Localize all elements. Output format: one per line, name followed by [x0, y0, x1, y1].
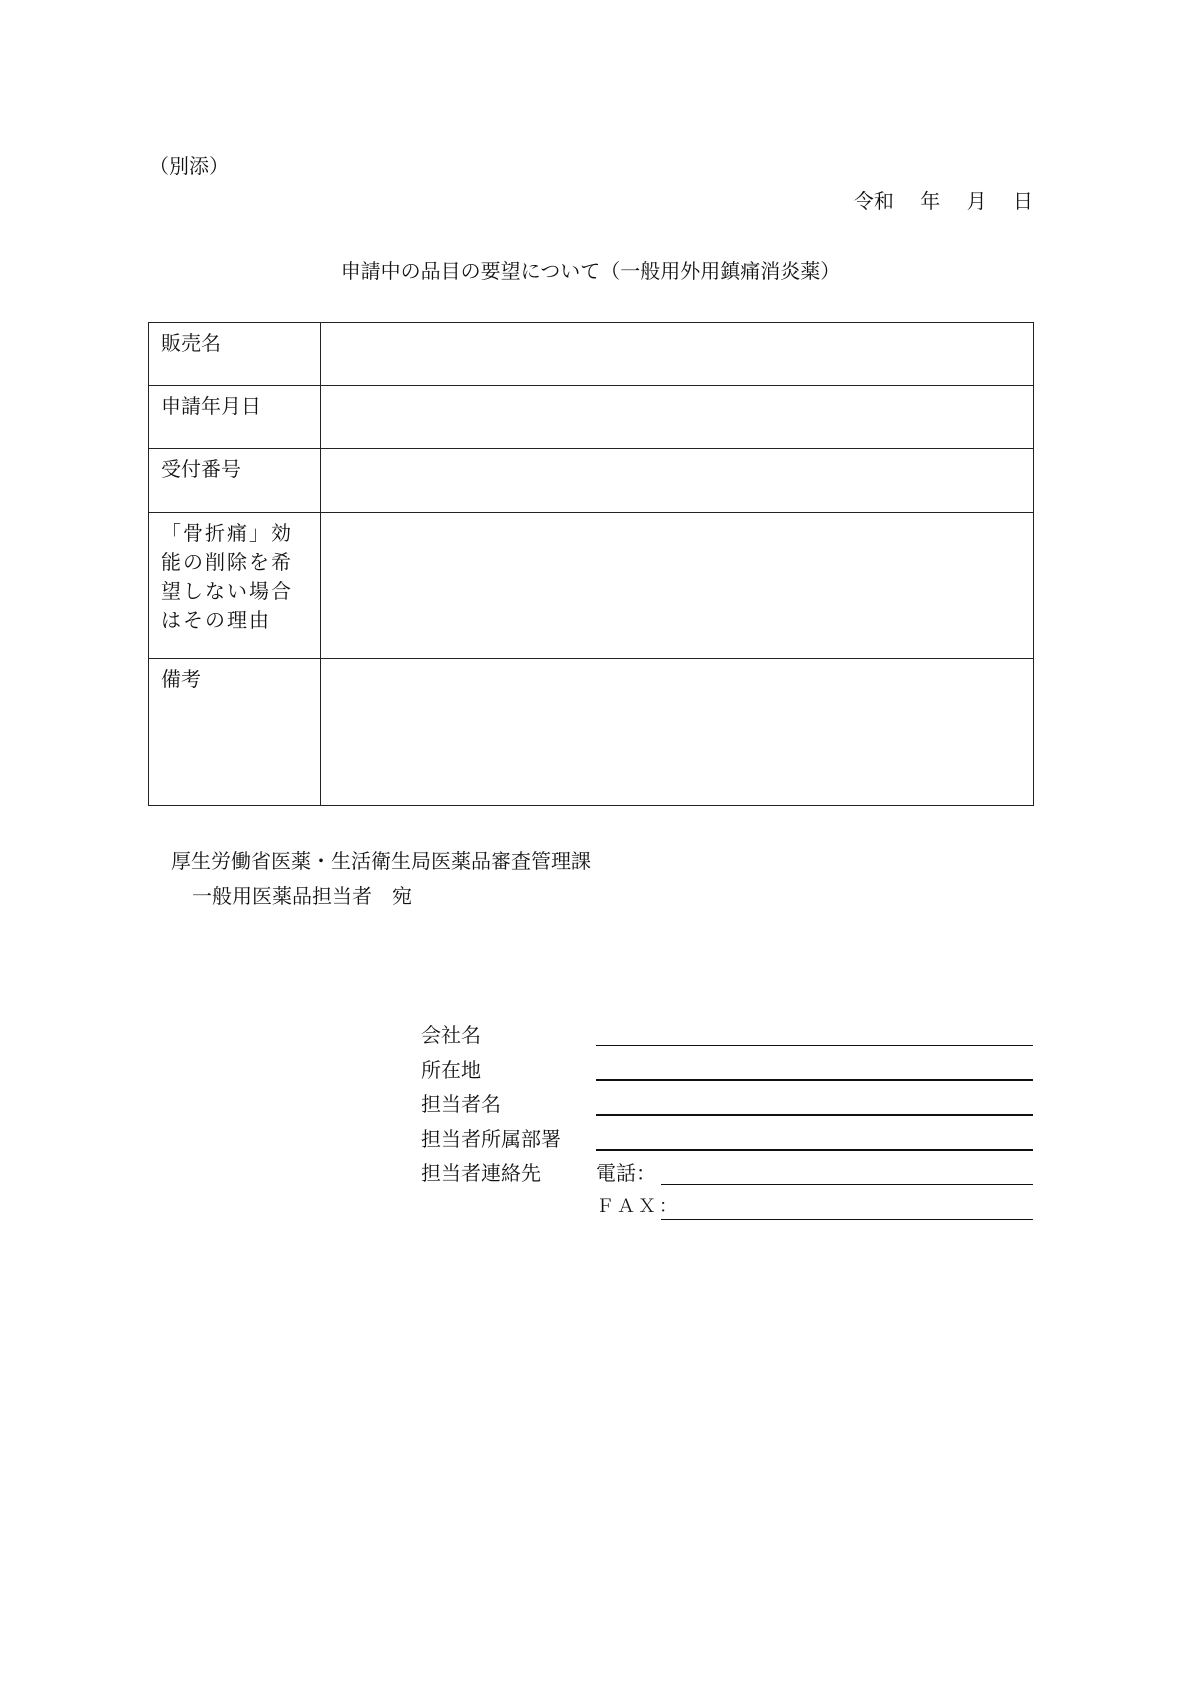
addressee-line1: 厚生労働省医薬・生活衛生局医薬品審査管理課: [171, 849, 591, 873]
table-row: [149, 513, 1034, 659]
row-label-remarks: 備考: [149, 659, 321, 806]
phone-field[interactable]: [661, 1184, 1033, 1185]
row-label-product-name: 販売名: [149, 323, 321, 386]
row-label-reason: 「骨折痛」効能の削除を希望しない場合はその理由: [149, 513, 321, 659]
fax-label: ＦＡＸ：: [596, 1196, 680, 1217]
address-field[interactable]: [596, 1079, 1033, 1081]
request-table: [148, 322, 1034, 806]
table-row: [149, 659, 1034, 806]
row-label-receipt-number: 受付番号: [149, 449, 321, 513]
row-label-application-date: 申請年月日: [149, 386, 321, 449]
table-row: [149, 386, 1034, 449]
company-label: 会社名: [421, 1023, 481, 1047]
reason-field[interactable]: [321, 513, 1034, 659]
department-field[interactable]: [596, 1149, 1033, 1151]
address-label: 所在地: [421, 1058, 481, 1082]
person-field[interactable]: [596, 1114, 1033, 1116]
fax-field[interactable]: [661, 1219, 1033, 1220]
product-name-field[interactable]: [321, 323, 1034, 386]
contact-label: 担当者連絡先: [421, 1161, 541, 1185]
addressee-line2: 一般用医薬品担当者 宛: [192, 884, 412, 908]
receipt-number-field[interactable]: [321, 449, 1034, 513]
date-line: 令和 年 月 日: [853, 189, 1033, 213]
company-field[interactable]: [596, 1045, 1033, 1046]
table-row: [149, 323, 1034, 386]
remarks-field[interactable]: [321, 659, 1034, 806]
table-row: [149, 449, 1034, 513]
phone-label: 電話：: [596, 1161, 656, 1185]
application-date-field[interactable]: [321, 386, 1034, 449]
document-title: 申請中の品目の要望について（一般用外用鎮痛消炎薬）: [340, 259, 841, 283]
person-label: 担当者名: [421, 1092, 501, 1116]
attachment-label: （別添）: [149, 154, 229, 178]
department-label: 担当者所属部署: [421, 1127, 561, 1151]
